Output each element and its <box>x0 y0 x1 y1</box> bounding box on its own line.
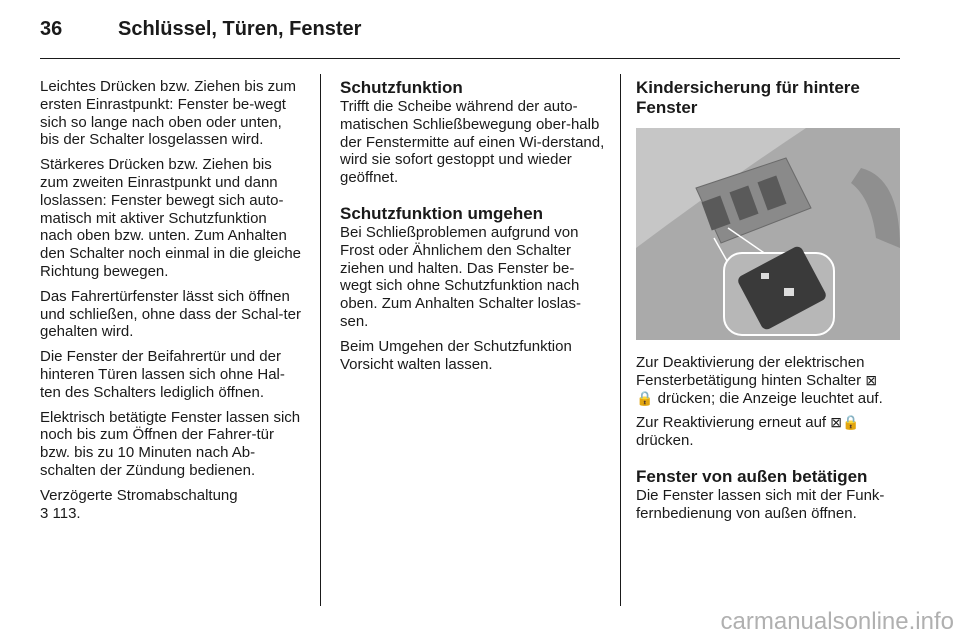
column-divider-1 <box>320 74 321 606</box>
column-divider-2 <box>620 74 621 606</box>
paragraph: Die Fenster lassen sich mit der Funk-fernbedienung von außen öffnen. <box>636 486 885 522</box>
paragraph: Zur Deaktivierung der elektrischen Fensterbetätigung hinten Schalter ⊠ 🔒 drücken; die Anzeige leuchtet auf. <box>636 354 883 407</box>
paragraph: Bei Schließproblemen aufgrund von Frost oder Ähnlichem den Schalter ziehen und halten. Das Fenster be-wegt sich ohne Schutzfunktion nach oben. Zum Anhalten Schalter loslas-sen. <box>340 223 581 330</box>
watermark: carmanualsonline.info <box>720 608 954 635</box>
paragraph: Trifft die Scheibe während der auto-matischen Schließbewegung ober-halb der Fenstermitte auf einen Wi-derstand, wird sie sofort gestoppt und wieder geöffnet. <box>340 98 605 187</box>
column-3 <box>636 78 902 530</box>
section-heading: Schutzfunktion umgehen <box>340 203 544 223</box>
paragraph: Leichtes Drücken bzw. Ziehen bis zum ersten Einrastpunkt: Fenster be-wegt sich so lange nach oben oder unten, bis der Schalter losgelassen wird. <box>40 78 296 149</box>
section-heading: Kindersicherung für hintere Fenster <box>636 78 860 117</box>
page-reference-link[interactable]: 3 113. <box>40 504 81 522</box>
paragraph: Stärkeres Drücken bzw. Ziehen bis zum zweiten Einrastpunkt und dann loslassen: Fenster bewegt sich auto-matisch mit aktiver Schutzfunktion nach oben bzw. unten. Zum Anhalten den Schalter noch einmal in die gleiche Richtung bewegen. <box>40 156 301 280</box>
header-rule <box>40 58 900 59</box>
paragraph <box>40 487 302 523</box>
child-lock-icon: ⊠🔒 <box>830 414 860 431</box>
page-number: 36 <box>40 18 63 40</box>
child-lock-window-icon: ⊠ <box>865 371 878 388</box>
section-heading: Fenster von außen betätigen <box>636 466 868 486</box>
column-2 <box>340 78 605 380</box>
paragraph: Das Fahrertürfenster lässt sich öffnen und schließen, ohne dass der Schal-ter gehalten wird. <box>40 287 301 341</box>
door-panel-image <box>636 128 900 340</box>
page-header <box>40 18 361 48</box>
paragraph: Elektrisch betätigte Fenster lassen sich noch bis zum Öffnen der Fahrer-tür bzw. bis zu 10 Minuten nach Ab-schalten der Zündung bedienen. <box>40 408 301 479</box>
lock-icon: 🔒 <box>636 389 654 406</box>
cross-ref-label: Verzögerte Stromabschaltung <box>40 486 238 504</box>
column-1 <box>40 78 302 522</box>
paragraph: Beim Umgehen der Schutzfunktion Vorsicht walten lassen. <box>340 337 572 373</box>
paragraph: Zur Reaktivierung erneut auf ⊠🔒 drücken. <box>636 414 860 450</box>
door-switch-illustration <box>636 128 900 340</box>
section-heading: Schutzfunktion <box>340 78 463 97</box>
paragraph: Die Fenster der Beifahrertür und der hinteren Türen lassen sich ohne Hal-ten des Schalters lediglich öffnen. <box>40 348 285 401</box>
page-title: Schlüssel, Türen, Fenster <box>118 18 362 40</box>
